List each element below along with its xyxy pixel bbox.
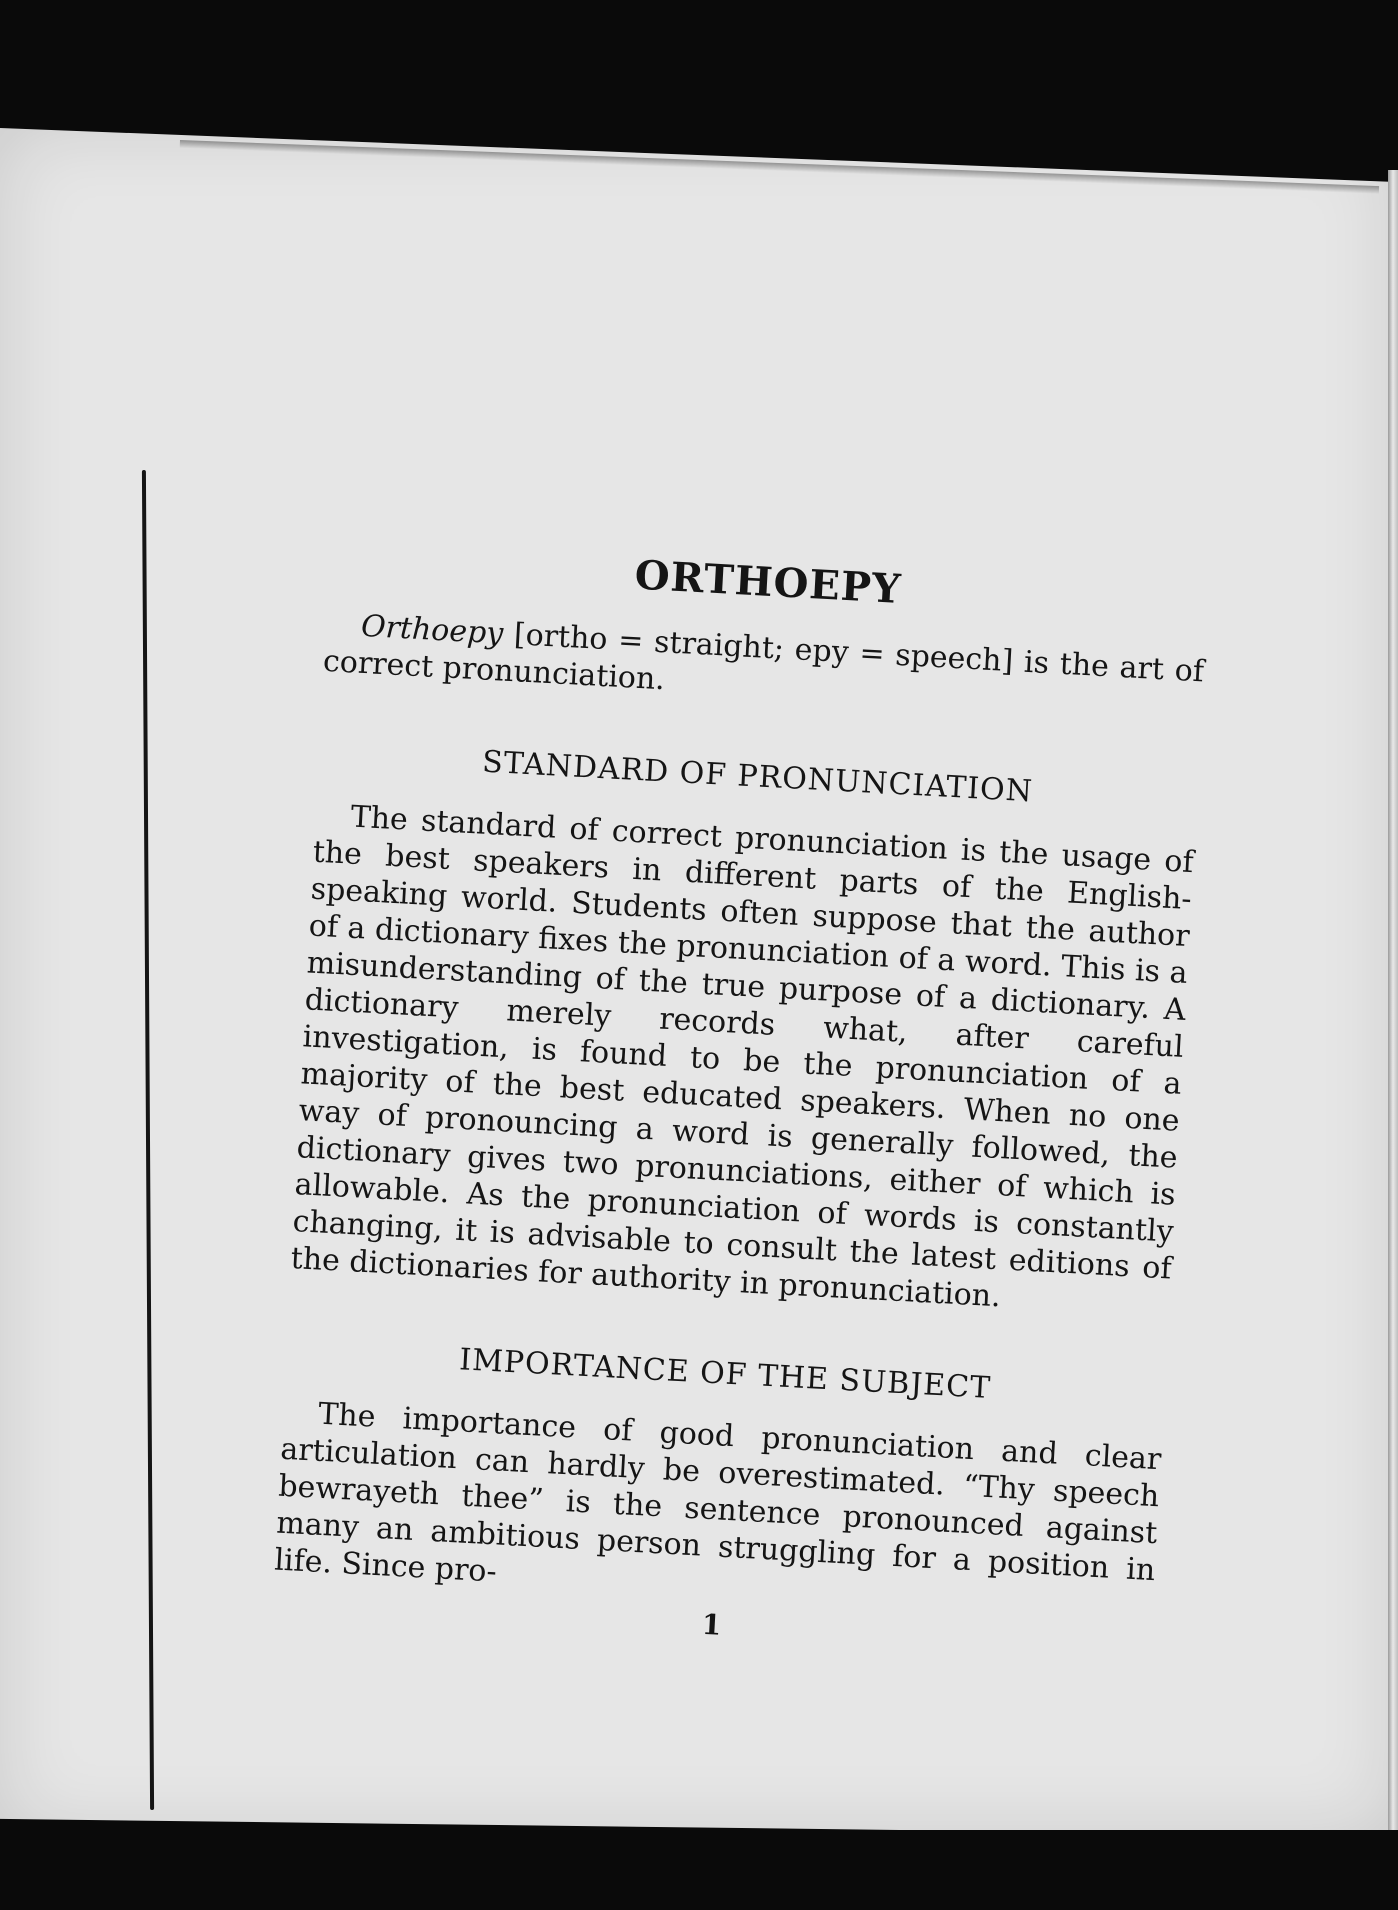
intro-paragraph — [322, 606, 1205, 727]
scan-bottom-border — [0, 1830, 1398, 1910]
page-text-block — [271, 535, 1208, 1665]
section-heading-importance: IMPORTANCE OF THE SUBJECT — [458, 1342, 992, 1406]
intro-text: [ortho = straight; epy = speech] is the art of correct pronunciation. — [322, 616, 1205, 698]
section-paragraph-standard: The standard of correct pronunciation is the usage of the best speakers in different parts of the English-speaking world. Students often suppose that the author of a dictionary fixes the pronunciation of a word. This is a misunderstanding of the true purpose of a dictionary. A dictionary merely records what, after careful investigation, is found to be the pronunciation of a majority of the best educated speakers. When no one way of pronouncing a word is generally followed, the dictionary gives two pronunciations, either of which is allowable. As the pronunciation of words is constantly changing, it is advisable to consult the latest editions of the dictionaries for authority in pronunciation. — [289, 799, 1195, 1315]
section-paragraph-importance: The importance of good pronunciation and clear articulation can hardly be overestimated. “Thy speech bewrayeth thee” is the sentence pronounced against many an ambitious person struggling for a position in life. Since pro- — [273, 1396, 1163, 1590]
page-edge — [1388, 170, 1398, 1830]
page-number: 1 — [700, 1607, 723, 1642]
section-heading-standard: STANDARD OF PRONUNCIATION — [481, 744, 1034, 810]
page-title: ORTHOEPY — [633, 551, 903, 613]
intro-term: Orthoepy — [360, 608, 505, 652]
